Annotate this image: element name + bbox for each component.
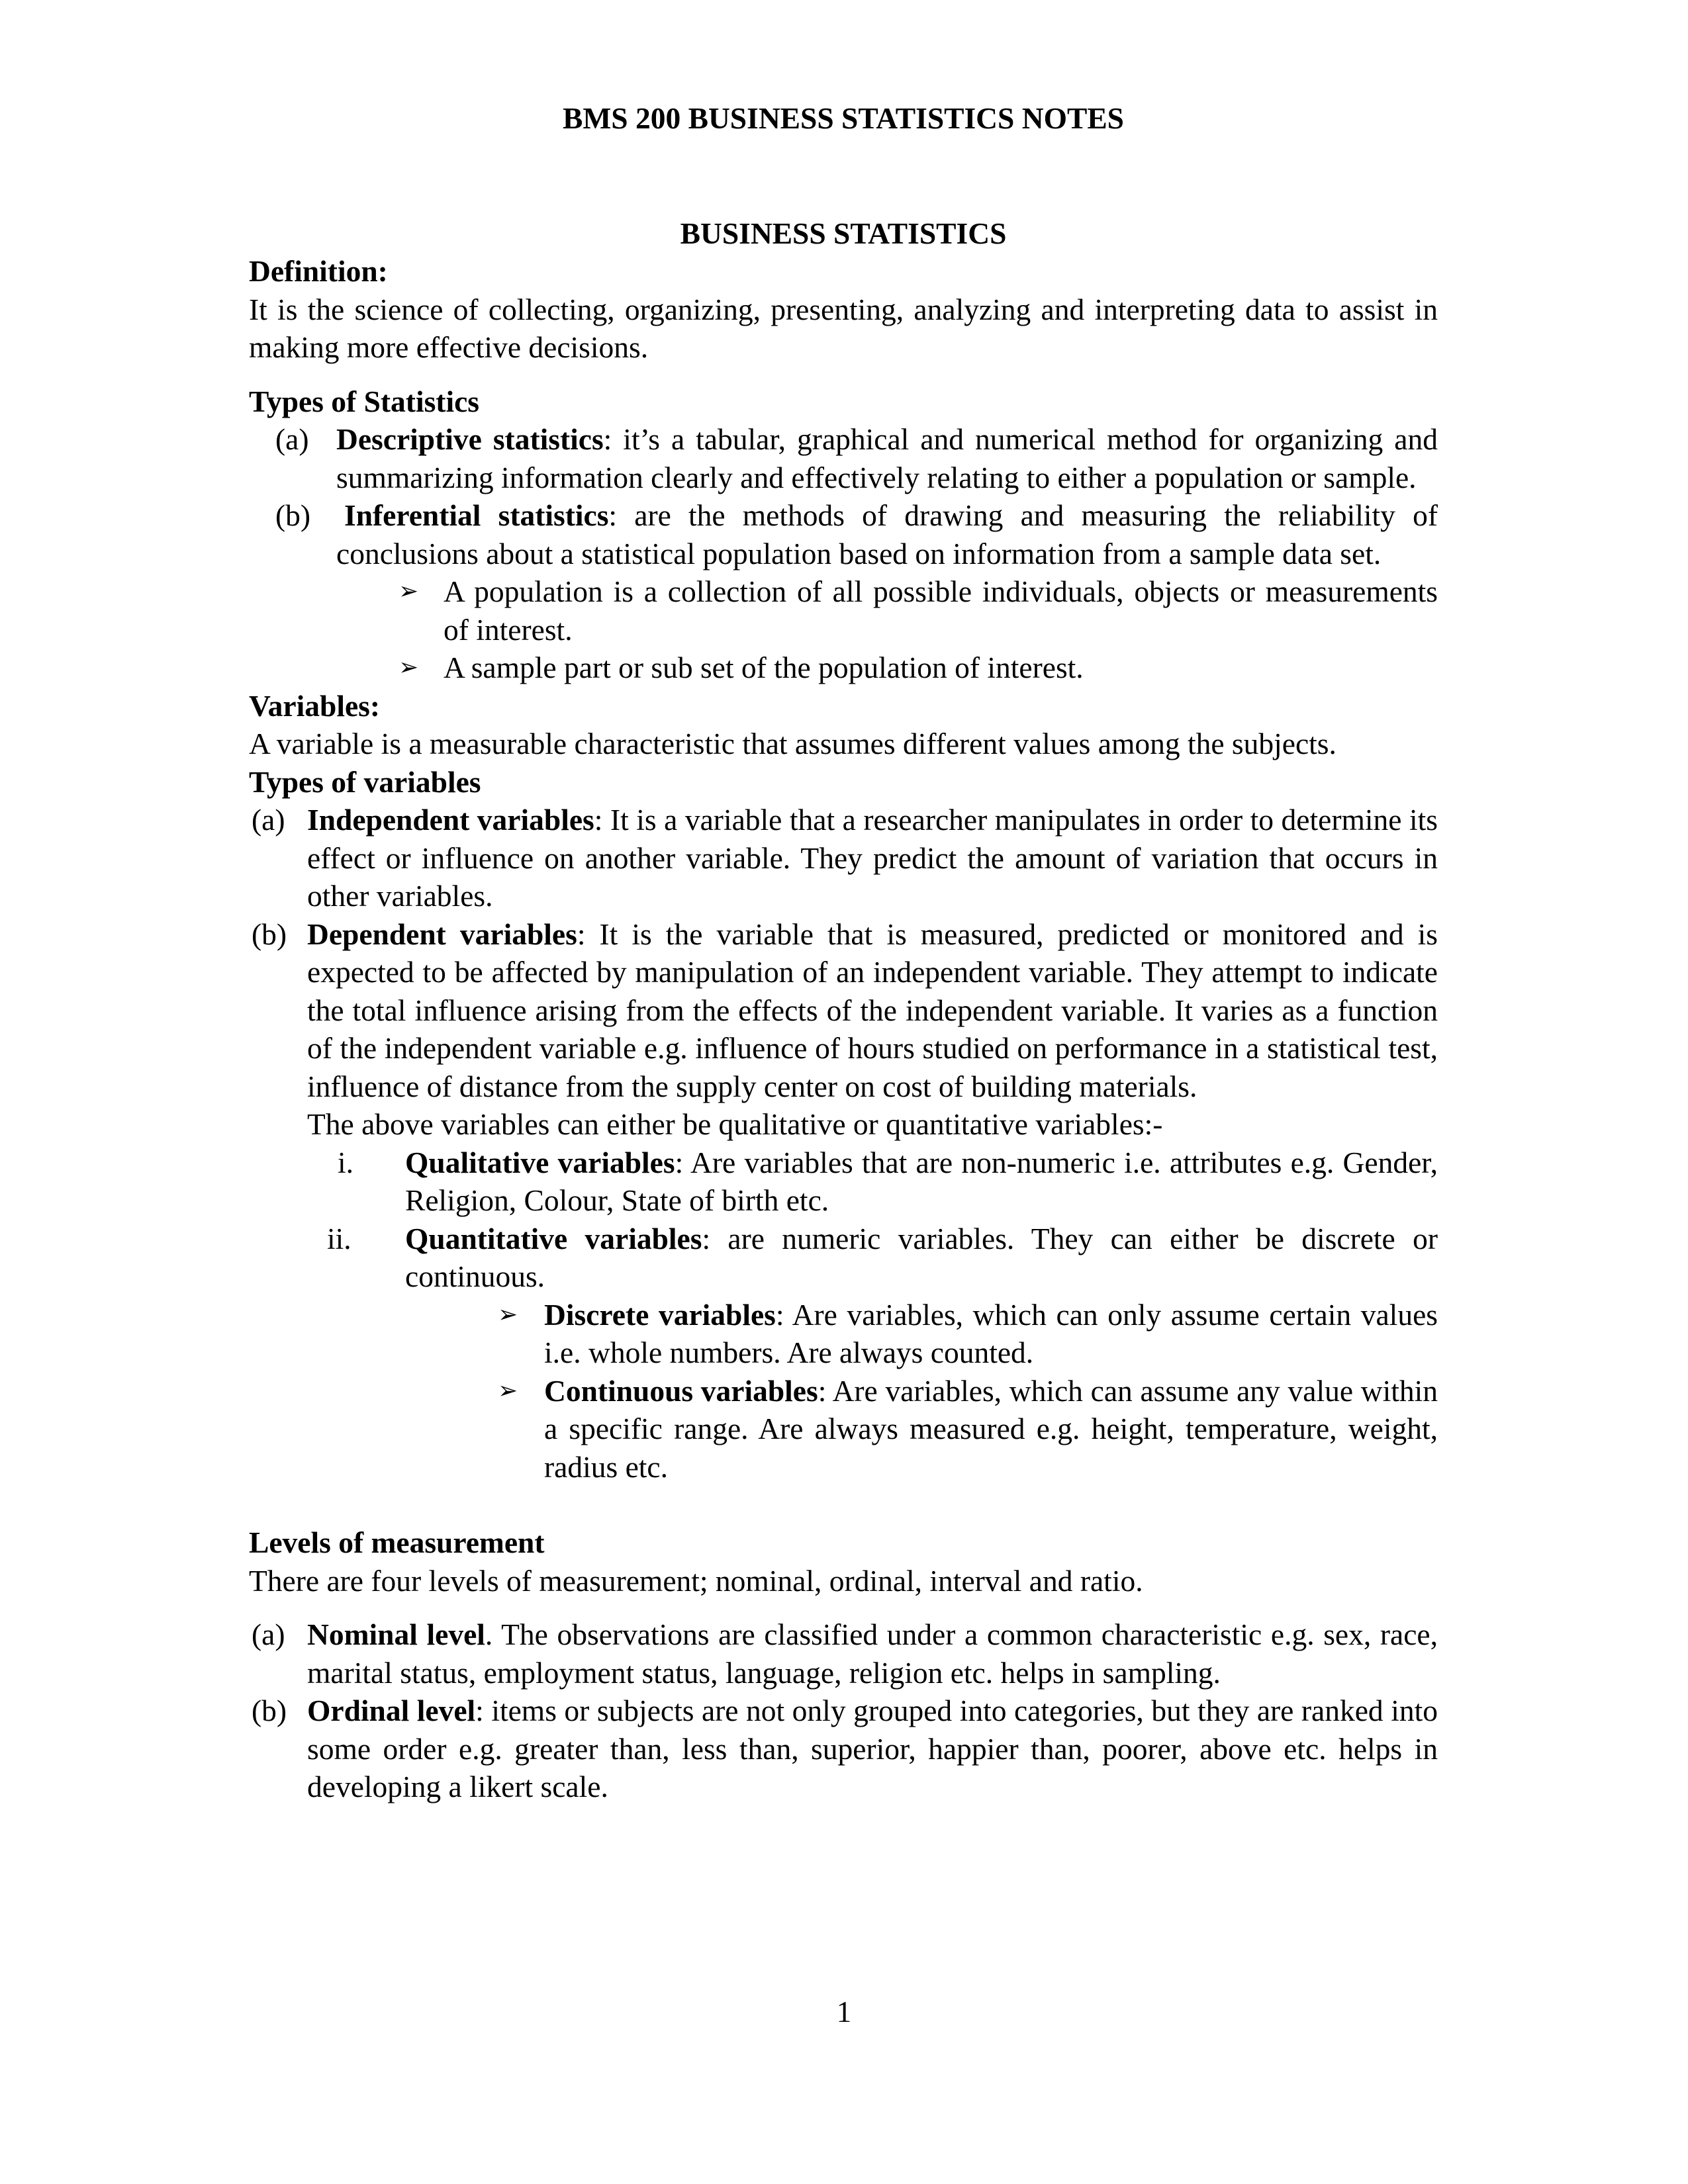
variables-note: The above variables can either be qualitative or quantitative variables:- (307, 1107, 1163, 1141)
term: Inferential statistics (344, 498, 609, 532)
list-marker: (b) (252, 917, 287, 951)
term-description: : are numeric variables. They can either be discrete or continuous. (405, 1221, 1438, 1293)
term: Continuous variables (544, 1373, 818, 1408)
term: Nominal level (307, 1617, 485, 1651)
section-title: BUSINESS STATISTICS (680, 216, 1007, 250)
term: Qualitative variables (405, 1145, 675, 1179)
sub-item-quantitative (249, 1220, 1438, 1296)
list-marker: (a) (252, 803, 285, 837)
term-description: : Are variables, which can assume any value within a specific range. Are always measured e.g. height, temperature, weight, radius etc. (544, 1373, 1438, 1484)
list-marker: (a) (275, 422, 309, 456)
bullet-item-population (249, 572, 1438, 649)
types-of-statistics-heading: Types of Statistics (249, 384, 479, 418)
term-description: : items or subjects are not only grouped into categories, but they are ranked into some order e.g. greater than, less than, superior, happier than, poorer, above etc. helps in developing a likert scale. (307, 1694, 1438, 1803)
term-description: : it’s a tabular, graphical and numerical method for organizing and summarizing information clearly and effectively relating to either a population or sample. (336, 422, 1438, 494)
list-marker: i. (338, 1145, 354, 1179)
term-description: . The observations are classified under a common characteristic e.g. sex, race, marital status, employment status, language, religion etc. helps in sampling. (307, 1617, 1438, 1690)
list-marker: (a) (252, 1617, 285, 1651)
term: Discrete variables (544, 1297, 776, 1332)
arrow-bullet-icon: ➢ (498, 1300, 518, 1328)
definition-heading: Definition: (249, 254, 388, 288)
bullet-item-continuous (249, 1372, 1438, 1486)
term-description: : are the methods of drawing and measuring the reliability of conclusions about a statistical population based on information from a sample data set. (336, 498, 1438, 570)
term: Independent variables (307, 803, 594, 837)
document-title: BMS 200 BUSINESS STATISTICS NOTES (563, 101, 1124, 135)
arrow-bullet-icon: ➢ (498, 1377, 518, 1404)
term-description: : Are variables, which can only assume certain values i.e. whole numbers. Are always counted. (544, 1297, 1438, 1369)
list-marker: (b) (252, 1694, 287, 1727)
arrow-bullet-icon: ➢ (399, 578, 419, 605)
list-item-ordinal (249, 1692, 1438, 1806)
list-item-descriptive (249, 420, 1438, 496)
term: Quantitative variables (405, 1221, 702, 1255)
list-item-independent (249, 801, 1438, 915)
variables-text: A variable is a measurable characteristic that assumes different values among the subjects. (249, 727, 1336, 760)
term: Dependent variables (307, 917, 577, 951)
page-number: 1 (836, 1995, 852, 2028)
variables-heading: Variables: (249, 688, 381, 723)
bullet-text: A sample part or sub set of the population of interest. (444, 651, 1084, 684)
term-description: : Are variables that are non-numeric i.e. attributes e.g. Gender, Religion, Colour, State of birth etc. (405, 1145, 1438, 1217)
arrow-bullet-icon: ➢ (399, 654, 419, 681)
sub-item-qualitative (249, 1144, 1438, 1220)
list-item-inferential (249, 496, 1438, 572)
levels-heading: Levels of measurement (249, 1525, 545, 1559)
types-of-variables-heading: Types of variables (249, 764, 481, 799)
bullet-item-discrete (249, 1296, 1438, 1372)
definition-text: It is the science of collecting, organizing, presenting, analyzing and interpreting data to assist in making more effective decisions. (249, 292, 1438, 364)
term: Ordinal level (307, 1694, 476, 1727)
levels-intro: There are four levels of measurement; nominal, ordinal, interval and ratio. (249, 1563, 1143, 1598)
term: Descriptive statistics (336, 422, 604, 456)
term-description: : It is the variable that is measured, predicted or monitored and is expected to be affected by manipulation of an independent variable. They attempt to indicate the total influence arising from the effects of the independent variable. It varies as a function of the independent variable e.g. influence of hours studied on performance in a statistical test, influence of distance from the supply center on cost of building materials. (307, 917, 1438, 1103)
list-item-dependent (249, 915, 1438, 1106)
list-marker: (b) (275, 498, 311, 532)
document-page (249, 99, 1438, 1806)
list-item-nominal (249, 1615, 1438, 1692)
term-description: : It is a variable that a researcher manipulates in order to determine its effect or influence on another variable. They predict the amount of variation that occurs in other variables. (307, 803, 1438, 913)
list-marker: ii. (327, 1221, 352, 1255)
bullet-text: A population is a collection of all possible individuals, objects or measurements of interest. (444, 574, 1438, 647)
bullet-item-sample (249, 649, 1438, 687)
